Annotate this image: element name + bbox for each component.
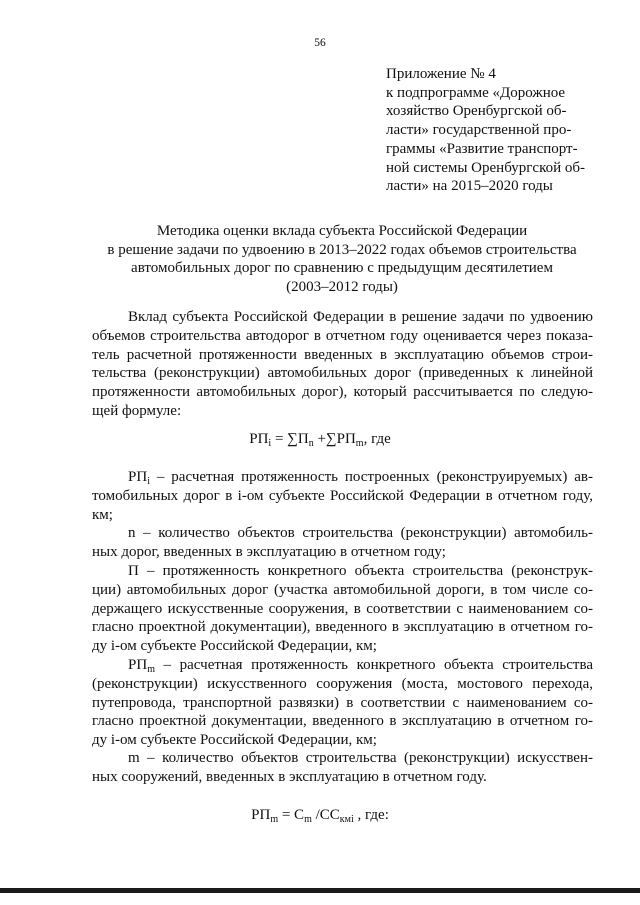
text-line: $РП_m$ – расчетная протяженность конкретного объекта строительства xyxy=(128,657,593,675)
intro-paragraph xyxy=(92,308,593,421)
text-line: томобильных дорог в i-ом субъекте Российской Федерации в отчетном году, xyxy=(92,487,593,504)
text-line: $РП_i$ – расчетная протяженность построенных (реконструируемых) ав- xyxy=(128,469,593,487)
definition-p xyxy=(92,562,593,656)
title-line: в решение задачи по удвоению в 2013–2022 годах объемов строительства xyxy=(107,241,577,258)
text-line: держащего искусственные сооружения, в соответствии с наименованием со- xyxy=(92,600,593,617)
appendix-line: Приложение № 4 xyxy=(386,66,496,82)
appendix-line: ласти» на 2015–2020 годы xyxy=(386,178,553,195)
formula-rp-m: $РП_m = С_m$ $/СС_{кмi}$ , где: xyxy=(251,807,389,825)
appendix-line: к подпрограмме «Дорожное xyxy=(386,84,566,101)
page-number: 56 xyxy=(314,37,326,49)
text-line: ных дорог, введенных в эксплуатацию в отчетном году; xyxy=(92,543,446,560)
text-line: (реконструкции) искусственного сооружения (моста, мостового перехода, xyxy=(92,675,593,692)
text-line: m – количество объектов строительства (реконструкции) искусствен- xyxy=(128,750,593,766)
definition-rp-m xyxy=(92,656,593,750)
appendix-line: ласти» государственной про- xyxy=(386,122,572,139)
text-line: гласно проектной документации), введенного в эксплуатацию в отчетном го- xyxy=(92,619,593,636)
text-line: тельства (реконструкции) автомобильных дорог (приведенных к линейной xyxy=(92,365,593,382)
text-line: км; xyxy=(92,506,113,523)
text-line: протяженности автомобильных дорог), который рассчитывается по следую- xyxy=(92,384,593,401)
text-line: объемов строительства автодорог в отчетном году оценивается через показа- xyxy=(92,327,593,344)
appendix-header xyxy=(386,65,591,196)
title-line: автомобильных дорог по сравнению с предыдущим десятилетием xyxy=(131,260,553,277)
appendix-line: ной системы Оренбургской об- xyxy=(386,159,585,176)
title-line: Методика оценки вклада субъекта Российской Федерации xyxy=(156,223,528,239)
text-line: ду i-ом субъекте Российской Федерации, км; xyxy=(92,732,377,749)
scan-edge-rule xyxy=(0,888,640,893)
appendix-line: граммы «Развитие транспорт- xyxy=(386,140,578,157)
definition-n xyxy=(92,524,593,562)
text-line: путепровода, транспортной развязки) в соответствии с наименованием со- xyxy=(92,694,593,711)
definition-rp-i xyxy=(92,468,593,524)
formula-rp-i: $РП_i = \sum П_n +\sum РП_m$, где xyxy=(249,431,391,449)
text-line: тель расчетной протяженности введенных в эксплуатацию объемов строи- xyxy=(92,346,593,363)
text-line: гласно проектной документации, введенного в эксплуатацию в отчетном го- xyxy=(92,713,593,730)
definition-m xyxy=(92,749,593,787)
document-title xyxy=(92,222,592,297)
text-line: ду i-ом субъекте Российской Федерации, км; xyxy=(92,638,377,655)
text-line: ных сооружений, введенных в эксплуатацию в отчетном году. xyxy=(92,768,487,785)
text-line: ции) автомобильных дорог (участка автомобильной дороги, в том числе со- xyxy=(92,581,593,598)
text-line: Вклад субъекта Российской Федерации в решение задачи по удвоению xyxy=(128,309,593,325)
text-line: П – протяженность конкретного объекта строительства (реконструк- xyxy=(128,563,593,579)
text-line: n – количество объектов строительства (реконструкции) автомобиль- xyxy=(128,525,593,541)
text-line: щей формуле: xyxy=(92,402,182,419)
title-line: (2003–2012 годы) xyxy=(286,279,398,296)
appendix-line: хозяйство Оренбургской об- xyxy=(386,103,567,120)
